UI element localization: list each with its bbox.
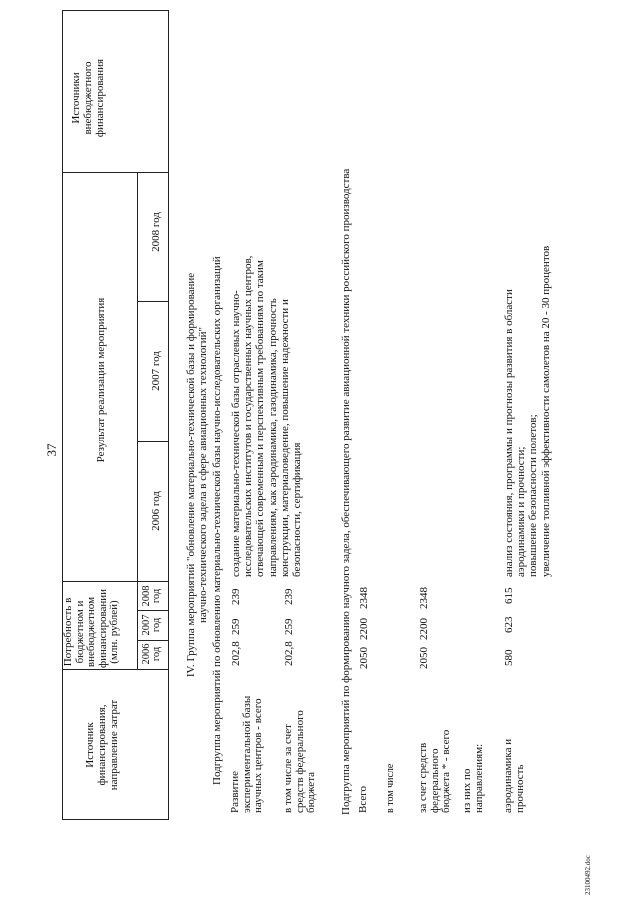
col-divider-1: [62, 669, 169, 670]
row-development-2007: 259: [230, 618, 242, 635]
page-number: 37: [44, 443, 59, 457]
header-source-line: направление затрат: [108, 699, 120, 791]
row-label-line: из них по: [461, 768, 473, 813]
row-label-line: бюджета: [305, 771, 317, 813]
header-year-number: 2008: [141, 585, 152, 607]
result-line: направлениям, как аэродинамика, газодинамика, прочность: [266, 298, 279, 577]
header-need-line: Потребность в: [62, 597, 74, 667]
row-total-label: Всего: [357, 786, 369, 813]
row-total-2007: 2200: [358, 618, 370, 640]
header-source-column: [84, 675, 120, 815]
row-label-line: за счет средств: [417, 742, 429, 813]
table-left-border: [62, 819, 169, 820]
header-result-year-2008: 2008 год: [150, 212, 162, 252]
row-total-2008: 2348: [358, 587, 370, 609]
row-federal-label: [283, 710, 318, 813]
result-line: конструкции, материаловедение, повышение надежности и: [278, 299, 291, 577]
row-label-line: аэродинамика и: [502, 738, 514, 813]
row-label-line: прочность: [513, 764, 526, 813]
group-title-line: научно-технического задела в сфере авиационных технологий": [197, 327, 209, 623]
subgroup-1-title: Подгруппа мероприятий по обновлению материально-технической базы научно-исследовательских организаций: [211, 256, 223, 785]
row-label-line: федерального: [428, 748, 441, 813]
header-nonbudget-line: Источники: [70, 72, 82, 124]
row-federal-2007: 259: [283, 618, 295, 635]
header-year-number: 2007: [141, 614, 152, 636]
header-nonbudget-line: внебюджетного: [82, 61, 94, 135]
header-source-line: финансирования,: [96, 704, 108, 786]
row-federal-2008: 239: [283, 588, 295, 605]
header-need-line: внебюджетном: [85, 596, 97, 668]
row-development-2008: 239: [230, 588, 242, 605]
file-reference: 23100492.doc: [584, 855, 592, 895]
row-aerodynamics-2006: 580: [503, 649, 515, 666]
group-title: [185, 245, 209, 705]
result-line: отвечающей современным и перспективным требованиям по таким: [254, 260, 267, 577]
header-year-2006: [142, 639, 162, 669]
row-federal-2006: 202,8: [283, 641, 295, 666]
row-label-line: Развитие: [229, 770, 241, 813]
row-development-result: [230, 256, 303, 577]
row-federal-total-label: [418, 730, 453, 813]
header-year-word: год: [151, 617, 162, 633]
row-including-label: в том числе: [385, 763, 396, 813]
header-result-column: Результат реализации мероприятия: [95, 297, 107, 463]
header-year-2007: [142, 610, 162, 640]
row-development-2006: 202,8: [230, 641, 242, 666]
header-result-year-2006: 2006 год: [150, 491, 162, 531]
header-need-line: финансировании: [96, 588, 109, 668]
header-need-line: (млн. рублей): [108, 600, 120, 664]
group-title-line: IV. Группа мероприятий "обновление материально-технической базы и формирование: [185, 272, 197, 678]
row-aerodynamics-label: [503, 739, 526, 813]
row-aerodynamics-2007: 623: [503, 616, 515, 633]
result-line: создание материально-технической базы отраслевых научно-: [230, 290, 242, 577]
row-aerodynamics-result: [503, 246, 552, 577]
result-line: исследовательских институтов и государственных научных центров,: [242, 255, 255, 577]
row-label-line: средств федерального: [293, 710, 306, 813]
header-year-word: год: [151, 646, 162, 662]
header-nonbudget-line: финансирования: [94, 58, 106, 138]
result-line: повышение безопасности полетов;: [527, 414, 540, 577]
header-year-number: 2006: [141, 643, 152, 665]
header-result-year-2007: 2007 год: [150, 351, 162, 391]
header-need-column: [62, 588, 121, 668]
row-development-label: [230, 696, 265, 813]
row-label-line: в том числе за счет: [282, 724, 294, 813]
row-total-2006: 2050: [358, 647, 370, 669]
need-year-top-border: [137, 582, 138, 670]
row-federal-total-2007: 2200: [418, 618, 430, 640]
row-federal-total-2006: 2050: [418, 647, 430, 669]
result-line: аэродинамики и прочности;: [515, 446, 528, 577]
header-need-line: бюджетном и: [73, 600, 86, 664]
table-right-border: [62, 10, 169, 11]
subgroup-2-title: Подгруппа мероприятий по формированию научного задела, обеспечивающего развитие авиационной техники российского производства: [340, 168, 352, 815]
row-federal-total-2008: 2348: [418, 587, 430, 609]
header-bottom-border: [168, 10, 169, 820]
header-source-line: Источник: [84, 722, 96, 768]
header-top-border: [62, 10, 63, 820]
result-line: безопасности, сертификация: [291, 442, 304, 577]
result-line: увеличение топливной эффективности самолетов на 20 - 30 процентов: [539, 245, 552, 577]
header-year-word: год: [151, 588, 162, 604]
row-label-line: научных центров - всего: [252, 698, 264, 813]
row-label-line: направлениям:: [472, 743, 485, 813]
row-aerodynamics-2008: 615: [503, 587, 515, 604]
result-year-top-border: [137, 173, 138, 582]
header-nonbudget-column: [70, 18, 106, 178]
row-label-line: экспериментальной базы: [240, 695, 253, 813]
row-directions-label: [462, 744, 485, 813]
row-label-line: бюджета * - всего: [440, 729, 452, 813]
result-line: анализ состояния, программы и прогнозы развития в области: [503, 289, 515, 577]
